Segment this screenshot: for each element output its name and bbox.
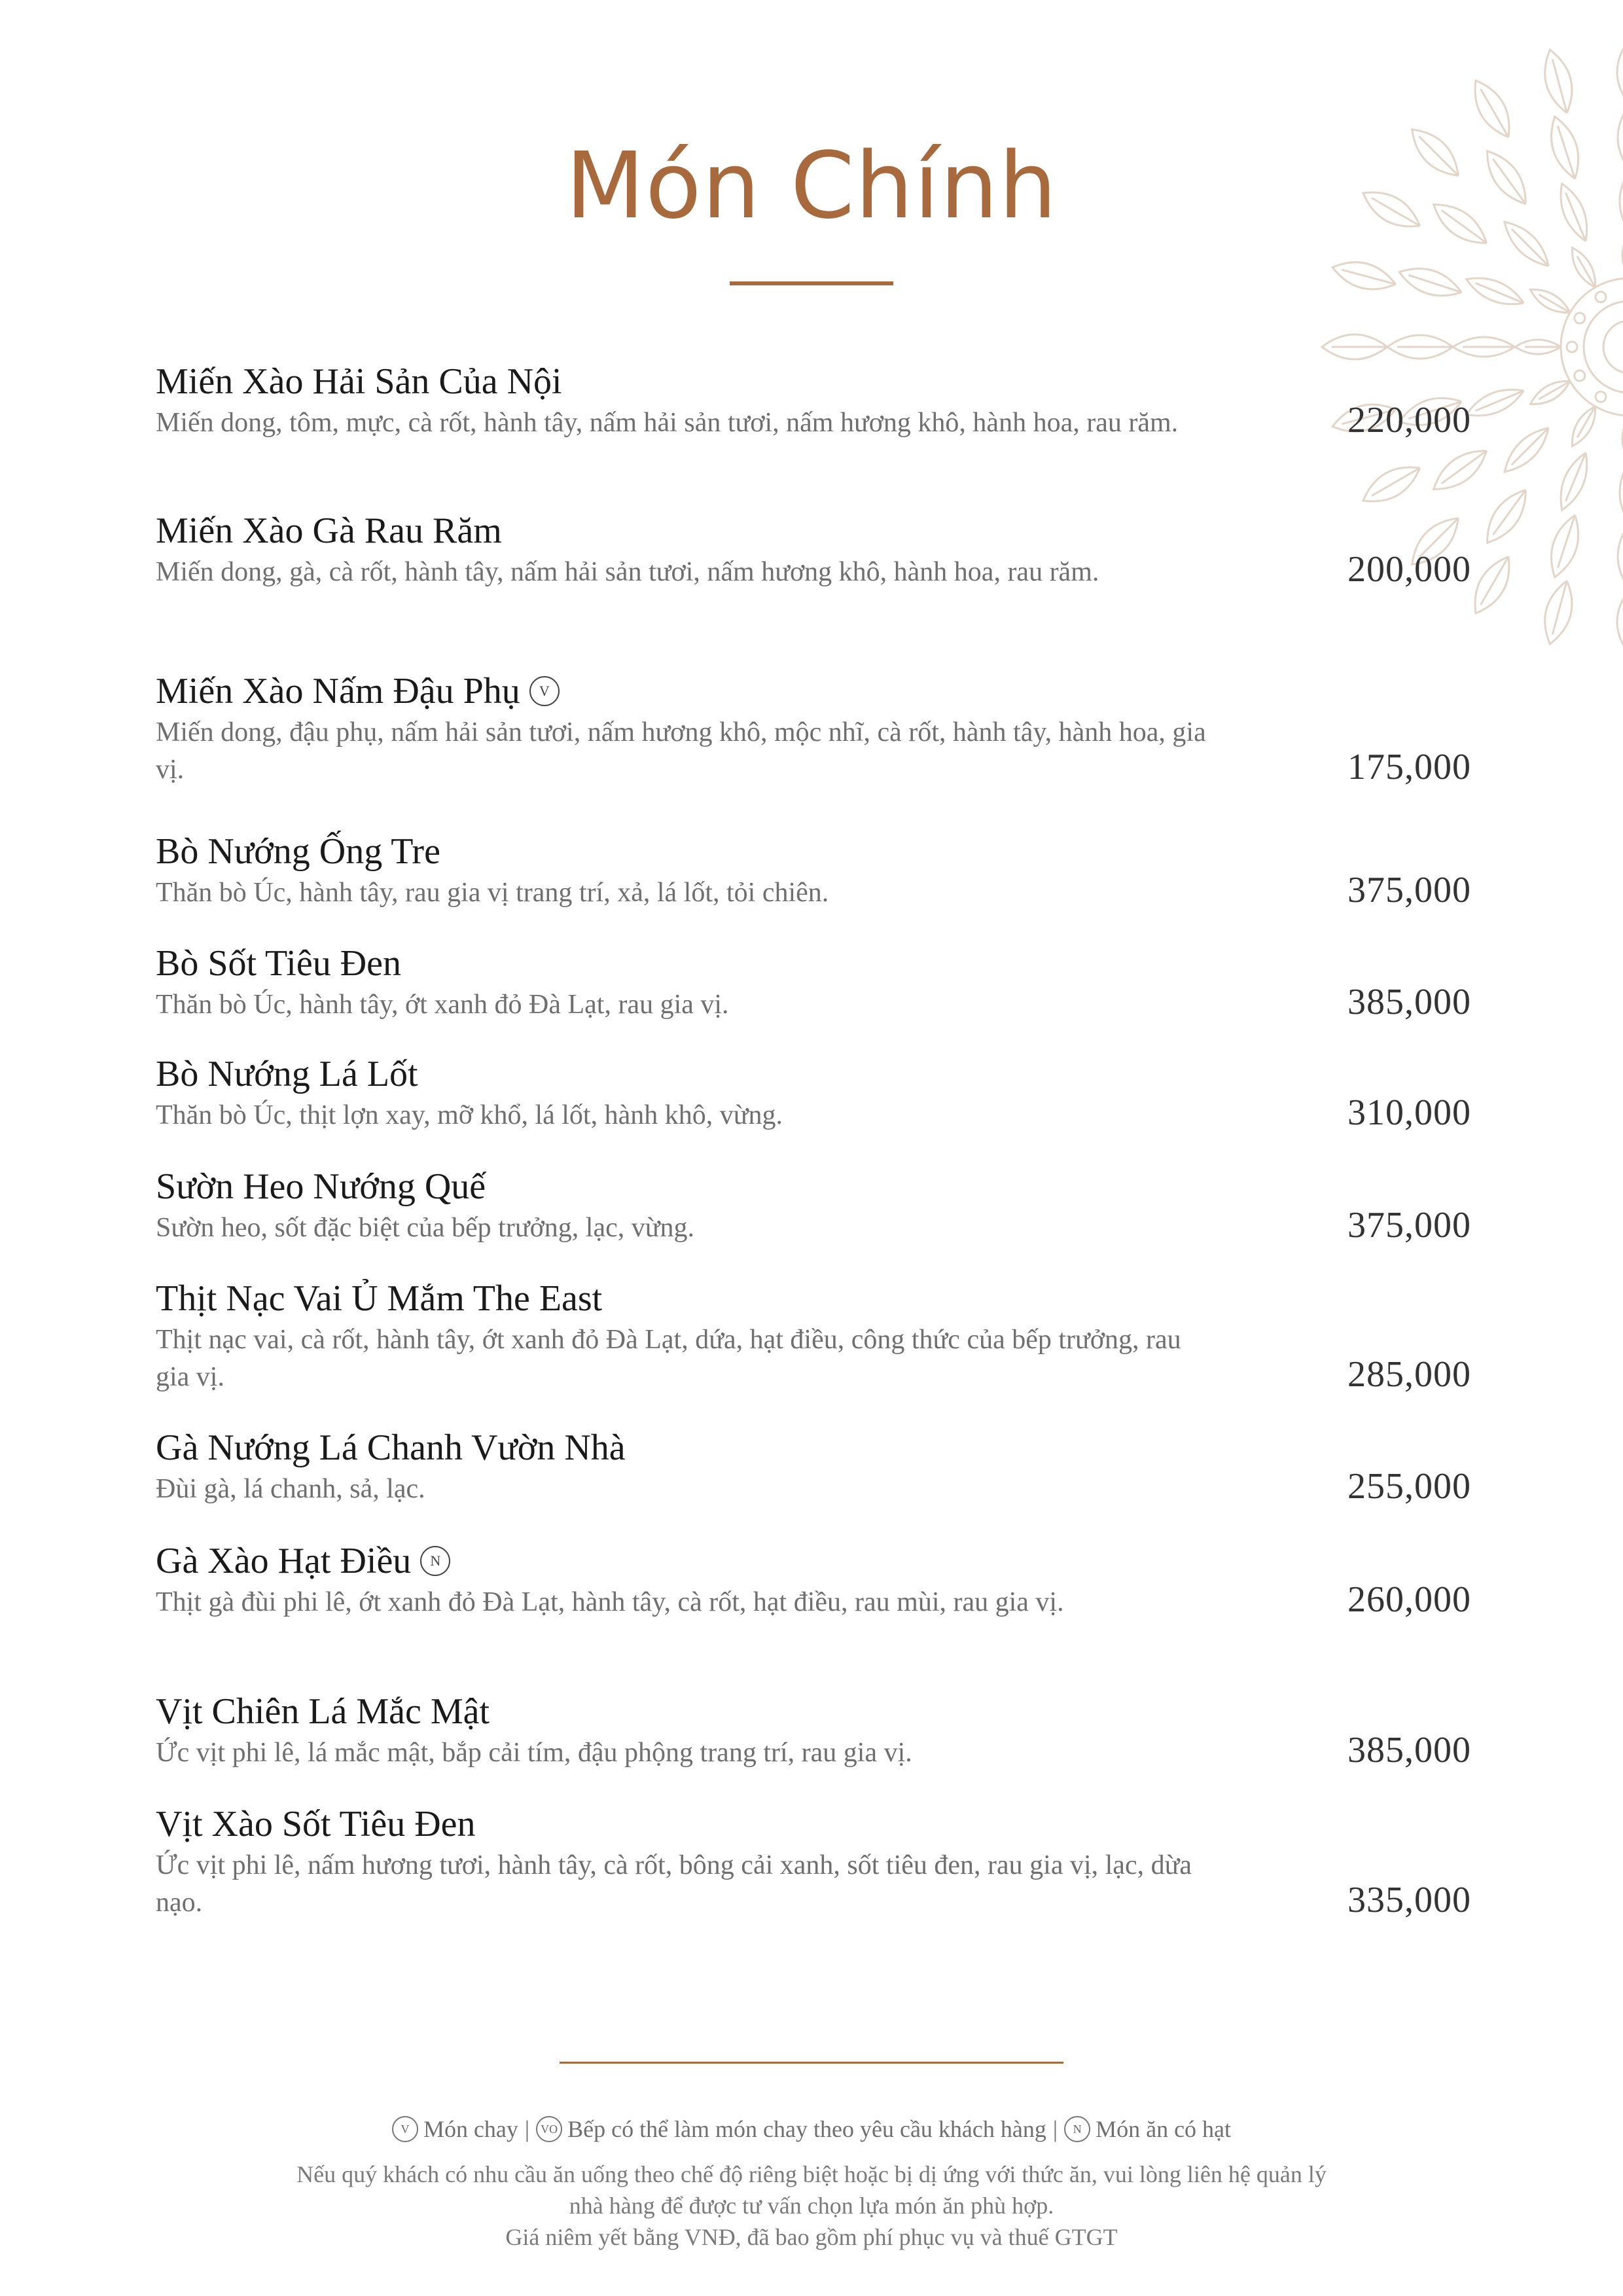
- menu-item: [156, 829, 1471, 912]
- title-divider: [730, 281, 893, 285]
- vegetarian-badge-icon: V: [392, 2116, 418, 2142]
- menu-item: [156, 1801, 1471, 1922]
- nuts-badge-icon: N: [1064, 2116, 1090, 2142]
- menu-item: [156, 1425, 1471, 1508]
- item-price: 385,000: [1347, 1730, 1471, 1770]
- item-price: 310,000: [1347, 1092, 1471, 1133]
- menu-item: [156, 941, 1471, 1024]
- item-description: Miến dong, đậu phụ, nấm hải sản tươi, nấm hương khô, mộc nhĩ, cà rốt, hành tây, hành hoa, gia vị.: [156, 717, 1206, 785]
- item-price: 200,000: [1347, 549, 1471, 590]
- menu-item: [156, 1051, 1471, 1134]
- legend-vegetarian-option-label: Bếp có thể làm món chay theo yêu cầu khách hàng: [567, 2116, 1046, 2142]
- item-description: Miến dong, tôm, mực, cà rốt, hành tây, nấm hải sản tươi, nấm hương khô, hành hoa, rau răm.: [156, 408, 1179, 438]
- menu-item: [156, 668, 1471, 789]
- menu-item: [156, 359, 1471, 442]
- menu-item: [156, 1538, 1471, 1621]
- item-name: Miến Xào Hải Sản Của Nội: [156, 361, 562, 402]
- menu-item: [156, 1164, 1471, 1247]
- menu-item: [156, 1276, 1471, 1396]
- item-description: Thăn bò Úc, hành tây, rau gia vị trang trí, xả, lá lốt, tỏi chiên.: [156, 878, 829, 908]
- item-description: Sườn heo, sốt đặc biệt của bếp trưởng, lạc, vừng.: [156, 1213, 695, 1243]
- item-price: 260,000: [1347, 1579, 1471, 1620]
- item-description: Ức vịt phi lê, nấm hương tươi, hành tây, cà rốt, bông cải xanh, sốt tiêu đen, rau gia vị, lạc, dừa nạo.: [156, 1850, 1192, 1918]
- item-price: 220,000: [1347, 400, 1471, 440]
- legend-nuts-label: Món ăn có hạt: [1096, 2116, 1232, 2142]
- legend-separator: |: [1052, 2116, 1058, 2142]
- menu-item: [156, 1689, 1471, 1772]
- item-description: Thăn bò Úc, thịt lợn xay, mỡ khổ, lá lốt, hành khô, vừng.: [156, 1100, 783, 1130]
- allergy-note-line-2: nhà hàng để được tư vấn chọn lựa món ăn phù hợp.: [569, 2193, 1054, 2219]
- item-description: Ức vịt phi lê, lá mắc mật, bắp cải tím, đậu phộng trang trí, rau gia vị.: [156, 1738, 912, 1768]
- item-name: Miến Xào Nấm Đậu Phụ V: [156, 668, 1471, 714]
- item-name: Gà Nướng Lá Chanh Vườn Nhà: [156, 1427, 626, 1468]
- item-name: Miến Xào Gà Rau Răm: [156, 511, 502, 551]
- item-name: Sườn Heo Nướng Quế: [156, 1166, 486, 1207]
- item-description: Đùi gà, lá chanh, sả, lạc.: [156, 1474, 425, 1504]
- legend-vegetarian-label: Món chay: [423, 2116, 518, 2142]
- item-price: 285,000: [1347, 1354, 1471, 1395]
- item-name: Bò Sốt Tiêu Đen: [156, 943, 401, 984]
- item-price: 385,000: [1347, 982, 1471, 1022]
- item-name: Thịt Nạc Vai Ủ Mắm The East: [156, 1278, 603, 1319]
- item-price: 175,000: [1347, 747, 1471, 787]
- item-price: 335,000: [1347, 1880, 1471, 1920]
- vegetarian-option-badge-icon: VO: [536, 2116, 562, 2142]
- item-name: Vịt Xào Sốt Tiêu Đen: [156, 1804, 476, 1844]
- item-name: Vịt Chiên Lá Mắc Mật: [156, 1691, 490, 1732]
- item-price: 375,000: [1347, 1205, 1471, 1246]
- allergy-note-line-1: Nếu quý khách có nhu cầu ăn uống theo chế độ riêng biệt hoặc bị dị ứng với thức ăn, vui lòng liên hệ quản lý: [296, 2161, 1327, 2187]
- item-description: Thịt nạc vai, cà rốt, hành tây, ớt xanh đỏ Đà Lạt, dứa, hạt điều, công thức của bếp trưởng, rau gia vị.: [156, 1325, 1181, 1392]
- legend-separator: |: [524, 2116, 530, 2142]
- page-title: Món Chính: [565, 133, 1058, 240]
- item-price: 255,000: [1347, 1466, 1471, 1507]
- footer-divider: [560, 2062, 1063, 2064]
- item-name: Bò Nướng Lá Lốt: [156, 1054, 418, 1094]
- nuts-badge-icon: N: [420, 1546, 450, 1576]
- menu-item: [156, 508, 1471, 591]
- legend: [0, 2113, 1623, 2145]
- item-price: 375,000: [1347, 870, 1471, 910]
- item-description: Thịt gà đùi phi lê, ớt xanh đỏ Đà Lạt, hành tây, cà rốt, hạt điều, rau mùi, rau gia vị.: [156, 1587, 1064, 1617]
- item-description: Miến dong, gà, cà rốt, hành tây, nấm hải sản tươi, nấm hương khô, hành hoa, rau răm.: [156, 557, 1099, 587]
- item-description: Thăn bò Úc, hành tây, ớt xanh đỏ Đà Lạt, rau gia vị.: [156, 990, 729, 1020]
- price-note: Giá niêm yết bằng VNĐ, đã bao gồm phí phục vụ và thuế GTGT: [505, 2224, 1118, 2250]
- item-name: Gà Xào Hạt Điều N: [156, 1538, 1471, 1584]
- vegetarian-badge-icon: V: [529, 676, 560, 706]
- item-name: Bò Nướng Ống Tre: [156, 831, 440, 872]
